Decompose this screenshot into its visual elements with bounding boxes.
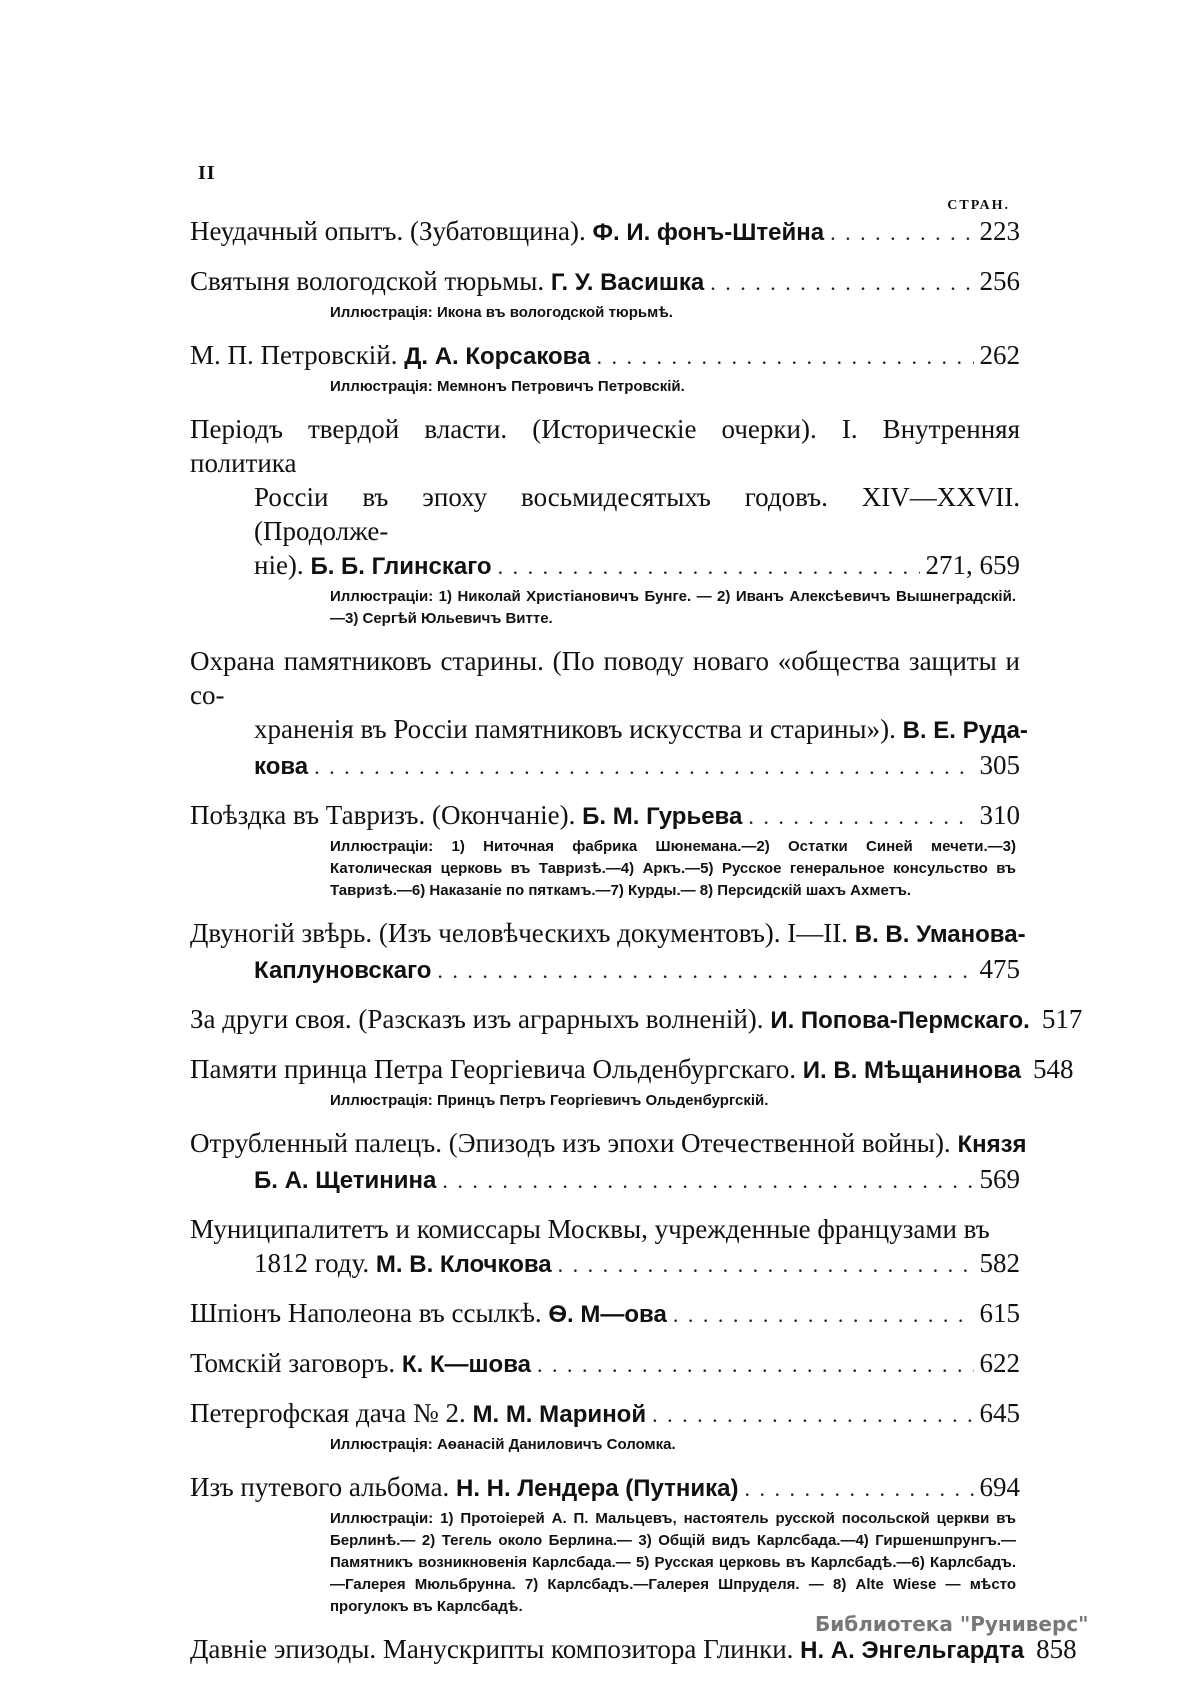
entry-title: Отрубленный палецъ. (Эпизодъ изъ эпохи Отечественной войны).: [190, 1128, 951, 1158]
toc-line: Россіи въ эпоху восьмидесятыхъ годовъ. XIV—XXVII. (Продолже-: [254, 482, 1020, 546]
toc-line: [190, 1162, 1020, 1198]
entry-illustrations: Иллюстраціи: 1) Николай Христіановичъ Бунге. — 2) Иванъ Алексѣевичъ Вышнеградскій.—3) Сергѣй Юльевичъ Витте.: [330, 588, 1016, 627]
entry-page: 615: [979, 1298, 1020, 1328]
toc-line: [190, 1396, 1020, 1432]
entry-author: В. Е. Руда-: [902, 717, 1028, 744]
entry-author: И. Попова-Пермскаго.: [770, 1007, 1030, 1034]
entry-title: Шпіонъ Наполеона въ ссылкѣ.: [190, 1298, 542, 1328]
entry-title: Неудачный опытъ. (Зубатовщина).: [190, 216, 586, 246]
entry-title: М. П. Петровскій.: [190, 340, 398, 370]
entry-page: 271, 659: [925, 550, 1020, 580]
entry-author: Каплуновскаго: [254, 957, 432, 984]
toc-entry: [190, 214, 1020, 250]
toc-entry: [190, 412, 1020, 630]
entry-author: Г. У. Васишка: [550, 269, 705, 296]
toc-line: [190, 1002, 1083, 1038]
dot-leader: [537, 1348, 973, 1382]
dot-leader: [830, 216, 973, 250]
toc-line: [190, 1246, 1020, 1282]
entry-author: И. В. Мѣщанинова: [802, 1057, 1021, 1084]
toc-entry: [190, 644, 1028, 784]
entry-illustrations: Иллюстраціи: 1) Протоіерей А. П. Мальцевъ, настоятель русской посольской церкви въ Берлинѣ.— 2) Тегель около Берлина.— 3) Общій видъ Карлсбада.—4) Гиршеншпрунгъ.—Памятникъ возникновенія Карлсбада.— 5) Русская церковь въ Карлсбадѣ.—6) Карлсбадъ.—Галерея Мюльбрунна. 7) Карлсбадъ.—Галерея Шпруделя. — 8) Alte Wiese — мѣсто прогулокъ въ Карлсбадѣ.: [330, 1510, 1016, 1615]
toc-line: [190, 952, 1020, 988]
entry-page: 262: [979, 340, 1020, 370]
entry-illustrations: Иллюстрація: Мемнонъ Петровичъ Петровскій.: [330, 378, 685, 395]
entry-author: Д. А. Корсакова: [404, 343, 591, 370]
table-of-contents: [190, 214, 1083, 1682]
entry-page: 622: [979, 1348, 1020, 1378]
dot-leader: [748, 800, 973, 834]
toc-entry: [190, 1212, 1020, 1282]
entry-page: 305: [979, 750, 1020, 780]
dot-leader: [710, 266, 973, 300]
entry-author: Князя: [957, 1131, 1027, 1158]
entry-author: Ѳ. М—ова: [548, 1301, 667, 1328]
toc-entry: [190, 1296, 1020, 1332]
toc-line: [190, 548, 1020, 584]
library-watermark: Библиотека "Руниверс": [815, 1612, 1089, 1636]
entry-page: 582: [979, 1248, 1020, 1278]
entry-illustrations: Иллюстраціи: 1) Ниточная фабрика Шюнемана.—2) Остатки Синей мечети.—3) Католическая церковь въ Тавризѣ.—4) Аркъ.—5) Русское генеральное консульство въ Тавризѣ.—6) Наказаніе по пяткамъ.—7) Курды.— 8) Персидскій шахъ Ахметъ.: [330, 838, 1016, 899]
toc-entry: [190, 1052, 1074, 1112]
dot-leader: [652, 1398, 973, 1432]
dot-leader: [437, 954, 973, 988]
dot-leader: [314, 750, 973, 784]
entry-page: 548: [1033, 1054, 1074, 1084]
toc-line: [190, 1296, 1020, 1332]
entry-page: 645: [979, 1398, 1020, 1428]
dot-leader: [558, 1248, 974, 1282]
entry-title: Поѣздка въ Тавризъ. (Окончаніе).: [190, 800, 576, 830]
dot-leader: [596, 340, 973, 374]
entry-author: Б. А. Щетинина: [254, 1167, 437, 1194]
toc-line: [190, 1126, 1027, 1162]
entry-title: Петергофская дача № 2.: [190, 1398, 466, 1428]
page-column-label: СТРАН.: [947, 198, 1010, 213]
entry-illustrations: Иллюстрація: Принцъ Петръ Георгіевичъ Ольденбургскій.: [330, 1092, 769, 1109]
entry-page: 858: [1036, 1634, 1077, 1664]
toc-line: [190, 1052, 1074, 1088]
toc-entry: [190, 1632, 1077, 1668]
toc-entry: [190, 798, 1020, 902]
toc-line: Муниципалитетъ и комиссары Москвы, учрежденные французами въ: [190, 1214, 990, 1244]
entry-author: Б. М. Гурьева: [582, 803, 743, 830]
entry-title: Двуногій звѣрь. (Изъ человѣческихъ документовъ). I—II.: [190, 918, 849, 948]
entry-title: За други своя. (Разсказъ изъ аграрныхъ волненій).: [190, 1004, 764, 1034]
entry-page: 569: [979, 1164, 1020, 1194]
toc-line: [190, 214, 1020, 250]
entry-author: Ф. И. фонъ-Штейна: [592, 219, 825, 246]
entry-title: храненія въ Россіи памятниковъ искусства и старины»).: [254, 714, 896, 744]
toc-entry: [190, 1126, 1027, 1198]
entry-page: 223: [979, 216, 1020, 246]
toc-line: Охрана памятниковъ старины. (По поводу новаго «общества защиты и со-: [190, 646, 1020, 710]
entry-title: Памяти принца Петра Георгіевича Ольденбургскаго.: [190, 1054, 797, 1084]
entry-author: К. К—шова: [401, 1351, 532, 1378]
dot-leader: [498, 550, 920, 584]
entry-title: ніе).: [254, 550, 304, 580]
entry-author: Н. Н. Лендера (Путника): [455, 1475, 739, 1502]
toc-entry: [190, 1396, 1020, 1456]
entry-title: Томскій заговоръ.: [190, 1348, 396, 1378]
dot-leader: [442, 1164, 973, 1198]
toc-entry: [190, 916, 1026, 988]
toc-line: [190, 798, 1020, 834]
toc-line: [190, 1346, 1020, 1382]
toc-entry: [190, 1470, 1020, 1618]
toc-entry: [190, 1346, 1020, 1382]
entry-title: Изъ путевого альбома.: [190, 1472, 450, 1502]
toc-line: [190, 1470, 1020, 1506]
toc-line: [190, 916, 1026, 952]
entry-author: М. В. Клочкова: [375, 1251, 552, 1278]
toc-line: [190, 748, 1020, 784]
entry-page: 517: [1041, 1004, 1083, 1034]
toc-entry: [190, 264, 1020, 324]
dot-leader: [745, 1472, 974, 1506]
toc-line: [190, 264, 1020, 300]
entry-page: 310: [979, 800, 1020, 830]
entry-title: Святыня вологодской тюрьмы.: [190, 266, 545, 296]
entry-illustrations: Иллюстрація: Аѳанасій Даниловичъ Соломка.: [330, 1436, 676, 1453]
dot-leader: [673, 1298, 974, 1332]
entry-page: 694: [979, 1472, 1020, 1502]
entry-page: 475: [979, 954, 1020, 984]
entry-title: Давніе эпизоды. Манускрипты композитора Глинки.: [190, 1634, 794, 1664]
toc-line: Періодъ твердой власти. (Историческіе очерки). I. Внутренняя политика: [190, 414, 1020, 478]
toc-line: [190, 338, 1020, 374]
entry-author: Н. А. Энгельгардта: [800, 1637, 1025, 1664]
entry-illustrations: Иллюстрація: Икона въ вологодской тюрьмѣ.: [330, 304, 673, 321]
toc-line: [190, 712, 1028, 748]
toc-entry: [190, 338, 1020, 398]
entry-page: 256: [979, 266, 1020, 296]
page-number: II: [198, 162, 216, 184]
entry-title: 1812 году.: [254, 1248, 370, 1278]
toc-entry: [190, 1002, 1083, 1038]
entry-author: Б. Б. Глинскаго: [310, 553, 492, 580]
entry-author: В. В. Уманова-: [854, 921, 1026, 948]
entry-author: кова: [254, 753, 309, 780]
toc-line: [190, 1632, 1077, 1668]
entry-author: М. М. Мариной: [472, 1401, 647, 1428]
